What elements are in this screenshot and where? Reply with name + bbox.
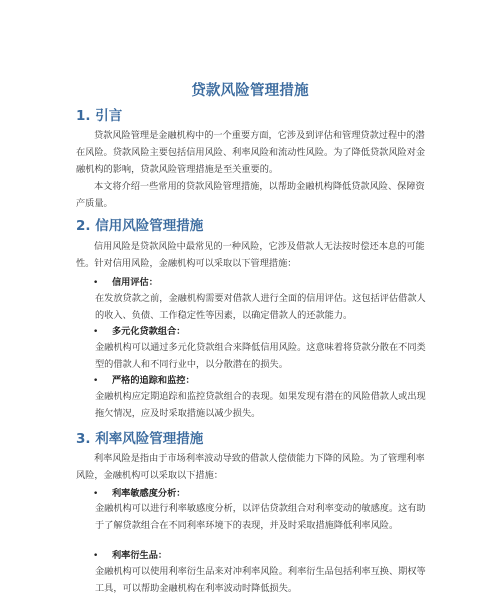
bullet-label: 严格的追踪和监控： bbox=[112, 375, 195, 386]
paragraph: 本文将介绍一些常用的贷款风险管理措施，以帮助金融机构降低贷款风险、保障资产质量。 bbox=[76, 181, 425, 209]
bullet-label: 利率敏感度分析： bbox=[112, 488, 186, 499]
bullet-body: 金融机构可以使用利率衍生品来对冲利率风险。利率衍生品包括利率互换、期权等工具，可以帮助金融机构在利率波动时降低损失。 bbox=[95, 566, 426, 594]
paragraph: 贷款风险管理是金融机构中的一个重要方面，它涉及到评估和管理贷款过程中的潜在风险。贷款风险主要包括信用风险、利率风险和流动性风险。为了降低贷款风险对金融机构的影响，贷款风险管理措施是至关重要的。 bbox=[76, 130, 426, 175]
section-heading-credit-risk: 2. 信用风险管理措施 bbox=[76, 218, 204, 234]
section-heading-interest-rate-risk: 3. 利率风险管理措施 bbox=[76, 431, 204, 447]
bullet-icon: • bbox=[93, 376, 99, 386]
bullet-body: 金融机构可以进行利率敏感度分析，以评估贷款组合对利率变动的敏感度。这有助于了解贷款组合在不同利率环境下的表现，并及时采取措施降低利率风险。 bbox=[95, 503, 426, 531]
bullet-icon: • bbox=[93, 327, 99, 337]
section-heading-intro: 1. 引言 bbox=[76, 108, 123, 124]
bullet-label: 信用评估： bbox=[112, 277, 158, 288]
paragraph: 信用风险是贷款风险中最常见的一种风险，它涉及借款人无法按时偿还本息的可能性。针对信用风险，金融机构可以采取以下管理措施： bbox=[76, 241, 425, 269]
bullet-label: 多元化贷款组合： bbox=[112, 326, 186, 337]
document-title: 贷款风险管理措施 bbox=[191, 83, 309, 99]
bullet-icon: • bbox=[93, 489, 99, 499]
paragraph: 利率风险是指由于市场利率波动导致的借款人偿债能力下降的风险。为了管理利率风险，金融机构可以采取以下措施： bbox=[76, 453, 425, 481]
bullet-icon: • bbox=[93, 551, 99, 561]
bullet-body: 在发放贷款之前，金融机构需要对借款人进行全面的信用评估。这包括评估借款人的收入、负债、工作稳定性等因素，以确定借款人的还款能力。 bbox=[95, 293, 426, 321]
bullet-label: 利率衍生品： bbox=[112, 550, 168, 561]
bullet-body: 金融机构应定期追踪和监控贷款组合的表现。如果发现有潜在的风险借款人或出现拖欠情况，应及时采取措施以减少损失。 bbox=[95, 391, 426, 419]
bullet-body: 金融机构可以通过多元化贷款组合来降低信用风险。这意味着将贷款分散在不同类型的借款人和不同行业中，以分散潜在的损失。 bbox=[95, 342, 426, 370]
bullet-icon: • bbox=[93, 278, 99, 288]
